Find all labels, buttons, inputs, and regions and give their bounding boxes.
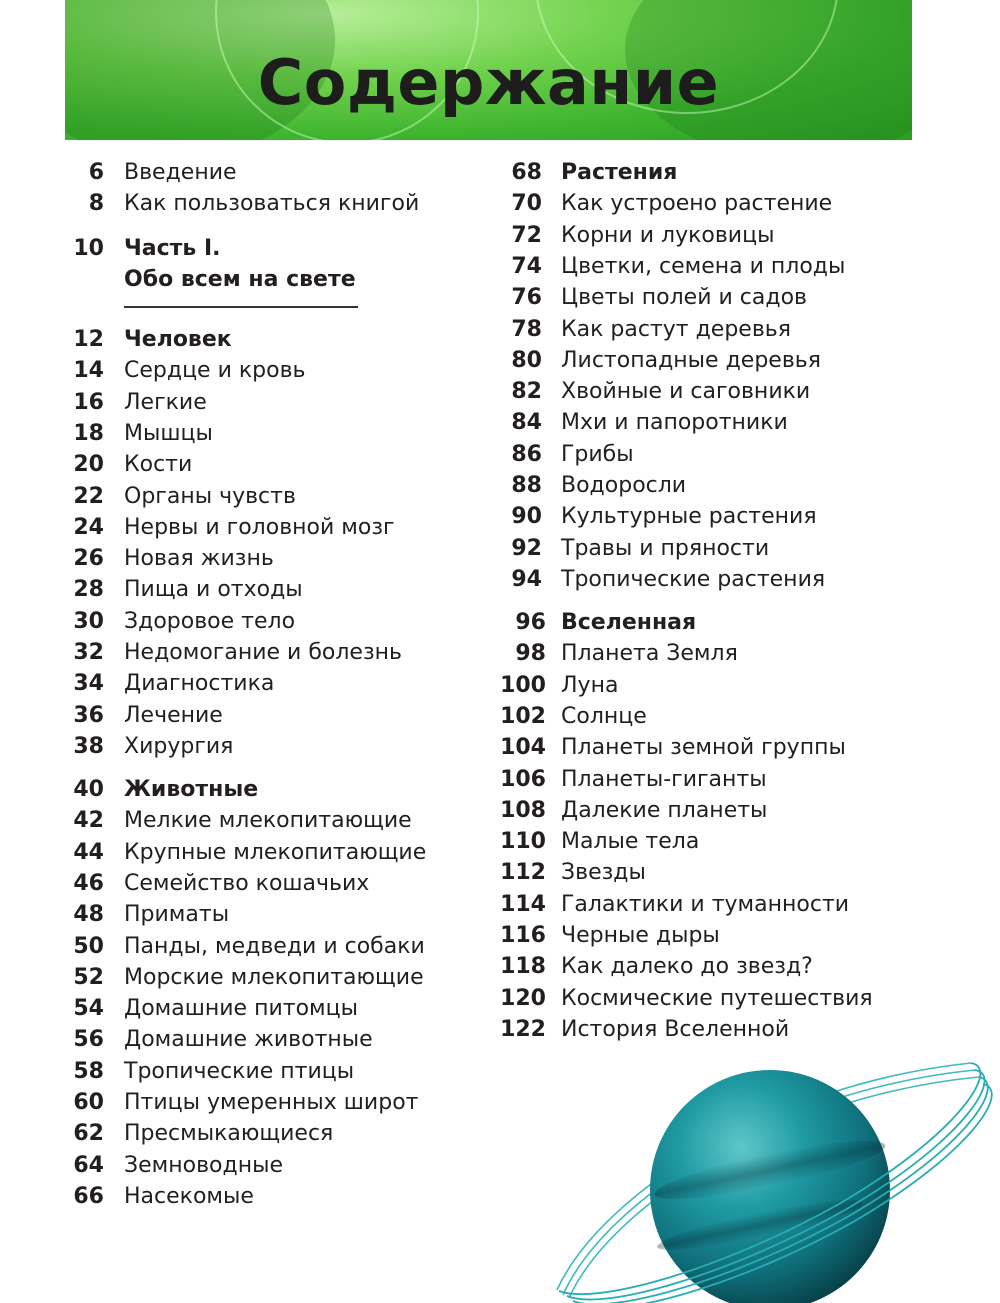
page-number: 40: [73, 777, 104, 802]
entry-label: Как устроено растение: [561, 191, 833, 217]
entry-label: Планеты земной группы: [561, 735, 846, 761]
page-number: 14: [73, 358, 104, 384]
entry-label: Как далеко до звезд?: [561, 954, 813, 980]
page-number: 92: [511, 535, 542, 561]
page-number: 110: [500, 829, 546, 855]
entry-label: Человек: [124, 327, 232, 352]
entry-label: Хвойные и саговники: [561, 379, 811, 405]
entry-label: Далекие планеты: [561, 797, 768, 823]
page-number: 46: [73, 870, 104, 896]
page-number: 104: [500, 735, 546, 761]
page-number: 112: [500, 860, 546, 886]
page-number: 66: [73, 1183, 104, 1209]
page-number: 108: [500, 797, 546, 823]
page-number: 10: [73, 236, 104, 261]
entry-label: Органы чувств: [124, 483, 296, 509]
page-number: 88: [511, 473, 542, 498]
page-number: 36: [73, 702, 104, 728]
page-number: 6: [88, 160, 104, 185]
page-number: 76: [511, 285, 542, 311]
entry-label: Животные: [124, 777, 259, 802]
page-number: 12: [73, 327, 104, 352]
page-number: 102: [500, 703, 546, 729]
entry-label: История Вселенной: [561, 1016, 790, 1042]
entry-label: Космические путешествия: [561, 985, 873, 1011]
entry-label: Хирургия: [124, 733, 234, 759]
header-banner: [65, 0, 912, 140]
page-number: 20: [73, 452, 104, 478]
page-number: 120: [500, 985, 546, 1011]
entry-label: Цветы полей и садов: [561, 285, 807, 311]
entry-label: Луна: [561, 672, 619, 698]
page-number: 118: [500, 954, 546, 980]
entry-label: Мхи и папоротники: [561, 410, 788, 436]
page-number: 28: [73, 577, 104, 603]
entry-label: Здоровое тело: [124, 608, 296, 634]
entry-label: Насекомые: [124, 1183, 254, 1209]
entry-label: Грибы: [561, 441, 634, 467]
page-number: 54: [73, 996, 104, 1022]
page-number: 72: [511, 222, 542, 248]
entry-label: Морские млекопитающие: [124, 964, 424, 990]
entry-label: Семейство кошачьих: [124, 870, 370, 896]
page-number: 30: [73, 608, 104, 634]
entry-label: Как растут деревья: [561, 316, 791, 342]
page-number: 18: [73, 420, 104, 446]
page-number: 62: [73, 1121, 104, 1147]
page-number: 38: [73, 733, 104, 759]
page-number: 94: [511, 566, 542, 592]
page-number: 84: [511, 410, 542, 436]
page-number: 16: [73, 389, 104, 415]
entry-label: Тропические растения: [561, 566, 826, 592]
planet-illustration: [545, 1050, 1000, 1303]
entry-label: Панды, медведи и собаки: [124, 933, 425, 959]
entry-label: Крупные млекопитающие: [124, 839, 427, 865]
part-title-line2: Обо всем на свете: [124, 267, 356, 292]
entry-label: Новая жизнь: [124, 546, 274, 572]
entry-label: Нервы и головной мозг: [124, 514, 395, 540]
entry-label: Планеты-гиганты: [561, 766, 767, 792]
page-number: 22: [73, 483, 104, 509]
page-number: 50: [73, 933, 104, 959]
entry-label: Лечение: [124, 702, 223, 728]
page-number: 60: [73, 1090, 104, 1115]
entry-label: Мелкие млекопитающие: [124, 808, 412, 834]
entry-label: Галактики и туманности: [561, 891, 850, 917]
page-number: 34: [73, 671, 104, 697]
entry-label: Черные дыры: [561, 923, 720, 948]
page-number: 106: [500, 766, 546, 792]
page-number: 80: [511, 347, 542, 373]
entry-label: Земноводные: [124, 1152, 284, 1178]
page-number: 78: [511, 316, 542, 342]
entry-label: Сердце и кровь: [124, 358, 306, 384]
entry-label: Культурные растения: [561, 504, 817, 530]
entry-label: Травы и пряности: [561, 535, 770, 561]
part-title-line1: Часть I.: [124, 236, 221, 261]
page-number: 68: [511, 160, 542, 185]
page-number: 44: [73, 839, 104, 865]
page-number: 58: [73, 1058, 104, 1084]
entry-label: Пресмыкающиеся: [124, 1121, 334, 1147]
entry-label: Пища и отходы: [124, 577, 303, 603]
page-number: 56: [73, 1027, 104, 1053]
page-number: 86: [511, 441, 542, 467]
page-number: 116: [500, 923, 546, 948]
page-number: 26: [73, 546, 104, 572]
entry-label: Цветки, семена и плоды: [561, 253, 846, 279]
page-number: 24: [73, 514, 104, 540]
entry-label: Корни и луковицы: [561, 222, 775, 248]
page-number: 8: [88, 191, 104, 216]
page-number: 100: [500, 672, 546, 698]
page-number: 52: [73, 964, 104, 990]
entry-label: Недомогание и болезнь: [124, 640, 403, 665]
part-divider: [124, 306, 358, 308]
entry-label: Диагностика: [124, 671, 275, 697]
entry-label: Введение: [124, 160, 237, 185]
entry-label: Малые тела: [561, 829, 700, 855]
entry-label: Звезды: [561, 860, 646, 886]
page-number: 42: [73, 808, 104, 834]
entry-label: Солнце: [561, 703, 647, 729]
entry-label: Листопадные деревья: [561, 347, 821, 373]
page-number: 90: [511, 504, 542, 530]
page-number: 48: [73, 902, 104, 928]
page-number: 32: [73, 640, 104, 665]
entry-label: Мышцы: [124, 420, 213, 446]
entry-label: Приматы: [124, 902, 230, 928]
entry-label: Кости: [124, 452, 193, 478]
entry-label: Растения: [561, 160, 678, 185]
page-number: 96: [515, 610, 546, 635]
entry-label: Птицы умеренных широт: [124, 1090, 419, 1115]
page-number: 122: [500, 1016, 546, 1042]
entry-label: Легкие: [124, 389, 207, 415]
entry-label: Вселенная: [561, 610, 697, 635]
page-number: 98: [515, 641, 546, 667]
entry-label: Домашние питомцы: [124, 996, 358, 1022]
entry-label: Тропические птицы: [124, 1058, 355, 1084]
page-title: Содержание: [257, 46, 720, 119]
entry-label: Домашние животные: [124, 1027, 373, 1053]
entry-label: Планета Земля: [561, 641, 738, 667]
page-number: 114: [500, 891, 546, 917]
uranus-icon: [545, 1050, 1000, 1303]
page-number: 82: [511, 379, 542, 405]
page-number: 64: [73, 1152, 104, 1178]
page-number: 70: [511, 191, 542, 217]
entry-label: Как пользоваться книгой: [124, 191, 420, 216]
page-number: 74: [511, 253, 542, 279]
entry-label: Водоросли: [561, 473, 687, 498]
